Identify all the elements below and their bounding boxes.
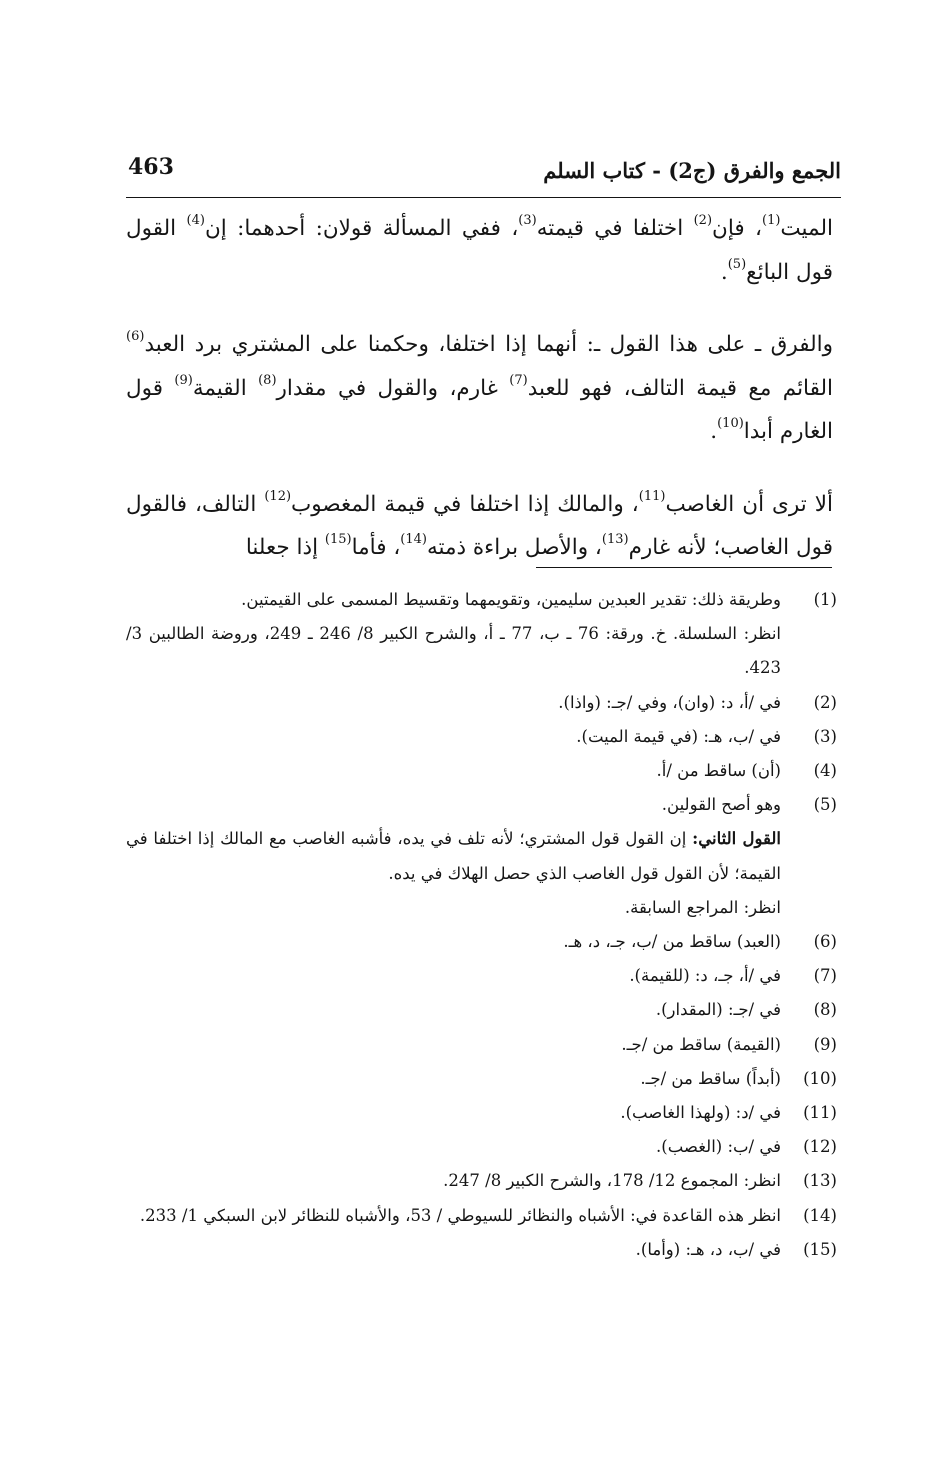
- second-opinion-text: إن القول قول المشتري؛ لأنه تلف في يده، فأشبه الغاصب مع المالك إذا اختلفا في القيمة؛ لأن القول قول الغاصب الذي حصل الهلاك في يده.: [126, 829, 781, 883]
- footnote-number: (2): [813, 692, 837, 712]
- footnote-number: (11): [803, 1103, 837, 1123]
- footnote-2: [126, 686, 837, 720]
- paragraph-2: [126, 323, 833, 454]
- footnote-number: (7): [813, 966, 837, 986]
- paragraph-3: [126, 483, 833, 570]
- footnote-ref[interactable]: (4): [186, 213, 205, 228]
- footnote-ref[interactable]: (6): [126, 329, 145, 344]
- header-rule: [126, 197, 841, 198]
- footnote-ref[interactable]: (9): [174, 372, 193, 388]
- page-number: 463: [128, 154, 174, 180]
- text-run: .: [720, 259, 728, 285]
- text-run: التالف، فالقول قول الغاصب؛ لأنه غارم: [126, 491, 833, 560]
- footnote-ref[interactable]: (3): [518, 213, 537, 228]
- footnote-text: (أبداً) ساقط من /جـ.: [640, 1068, 781, 1088]
- footnote-1: [126, 583, 837, 686]
- footnote-ref[interactable]: (13): [601, 532, 629, 547]
- footnote-5-continuation: [126, 822, 837, 925]
- text-run: القول قول البائع: [126, 216, 833, 285]
- footnote-ref[interactable]: (14): [400, 532, 427, 547]
- footnote-text: (القيمة) ساقط من /جـ.: [621, 1034, 781, 1054]
- footnote-number: (8): [813, 1000, 837, 1020]
- footnote-text: في /ب، د، هـ: (وأما).: [635, 1239, 781, 1259]
- text-run: ألا ترى أن الغاصب: [665, 491, 833, 517]
- footnote-ref[interactable]: (1): [761, 213, 781, 228]
- footnote-separator: [536, 567, 832, 568]
- text-run: ، والمالك إذا اختلفا في قيمة المغصوب: [291, 491, 639, 517]
- footnote-3: [126, 720, 837, 754]
- footnote-ref[interactable]: (2): [693, 213, 713, 228]
- footnote-8: [126, 993, 837, 1027]
- footnote-ref[interactable]: (5): [727, 256, 747, 272]
- footnote-10: [126, 1062, 837, 1096]
- footnote-text: في /د: (ولهذا الغاصب).: [620, 1103, 781, 1123]
- footnote-ref[interactable]: (12): [264, 488, 292, 504]
- footnote-number: (3): [813, 726, 837, 746]
- text-run: غارم، والقول في مقدار: [276, 375, 510, 401]
- footnotes: [126, 583, 837, 1267]
- main-text: [126, 207, 833, 599]
- footnote-text: في /ب: (الغصب).: [656, 1137, 781, 1157]
- footnote-ref[interactable]: (11): [638, 488, 666, 504]
- footnote-15: [126, 1233, 837, 1267]
- footnote-number: (10): [803, 1068, 837, 1088]
- footnote-number: (15): [803, 1239, 837, 1259]
- paragraph-1: [126, 207, 833, 294]
- footnote-ref[interactable]: (7): [509, 372, 528, 388]
- footnote-text: في /أ، جـ، د: (للقيمة).: [629, 966, 781, 986]
- footnote-text: (العبد) ساقط من /ب، جـ، د، هـ.: [563, 932, 781, 952]
- footnote-number: (4): [813, 761, 837, 781]
- text-run: الميت: [780, 216, 833, 241]
- footnote-14: [126, 1199, 837, 1233]
- reference-line: انظر: المراجع السابقة.: [624, 897, 781, 917]
- footnote-number: (12): [803, 1137, 837, 1157]
- footnote-text: في /جـ: (المقدار).: [655, 1000, 781, 1020]
- text-run: القيمة: [192, 375, 259, 401]
- footnote-13: [126, 1164, 837, 1198]
- footnote-text: انظر: المجموع 12/ 178، والشرح الكبير 8/ 247.: [443, 1171, 781, 1191]
- footnote-7: [126, 959, 837, 993]
- footnote-number: (14): [803, 1205, 837, 1225]
- footnote-6: [126, 925, 837, 959]
- footnote-ref[interactable]: (15): [324, 532, 352, 547]
- footnote-number: (1): [813, 590, 837, 609]
- text-run: والفرق ـ على هذا القول ـ: أنهما إذا اختلفا، وحكمنا على المشتري برد العبد: [144, 332, 833, 357]
- footnote-11: [126, 1096, 837, 1130]
- footnote-9: [126, 1028, 837, 1062]
- footnote-text: انظر هذه القاعدة في: الأشباه والنظائر للسيوطي / 53، والأشباه للنظائر لابن السبكي 1/ 233.: [139, 1205, 781, 1225]
- footnote-5: [126, 788, 837, 822]
- footnote-number: (9): [813, 1034, 837, 1054]
- text-run: اختلفا في قيمته: [536, 216, 694, 241]
- footnote-text: (أن) ساقط من /أ.: [656, 761, 781, 781]
- text-run: ، والأصل براءة ذمته: [426, 535, 602, 560]
- footnote-4: [126, 754, 837, 788]
- footnote-number: (13): [803, 1171, 837, 1191]
- footnote-text: وهو أصح القولين.: [661, 795, 781, 815]
- footnote-12: [126, 1130, 837, 1164]
- footnote-text: في /ب، هـ: (في قيمة الميت).: [576, 726, 781, 746]
- text-run: إذا جعلنا: [245, 535, 325, 560]
- text-run: قول الغارم أبدا: [126, 375, 833, 444]
- footnote-number: (6): [813, 932, 837, 952]
- text-run: ، ففي المسألة قولان: أحدهما: إن: [204, 216, 519, 241]
- text-run: ، فإن: [712, 216, 762, 241]
- footnote-number: (5): [813, 795, 837, 815]
- text-run: ، فأما: [351, 535, 401, 560]
- text-run: القائم مع قيمة التالف، فهو للعبد: [527, 375, 834, 401]
- footnote-text: في /أ، د: (وان)، وفي /جـ: (واذا).: [558, 692, 781, 712]
- footnote-ref[interactable]: (8): [258, 372, 277, 388]
- running-title: الجمع والفرق (ج2) - كتاب السلم: [543, 158, 841, 183]
- footnote-text: وطريقة ذلك: تقدير العبدين سليمين، وتقويمهما وتقسيط المسمى على القيمتين. انظر: السلسلة. خ. ورقة: 76 ـ ب، 77 ـ أ، والشرح الكبير 8/ 246 ـ 249، وروضة الطالبين 3/ 423.: [126, 590, 782, 678]
- footnote-ref[interactable]: (10): [717, 416, 744, 431]
- text-run: .: [710, 419, 718, 444]
- second-opinion-label: القول الثاني:: [692, 829, 781, 849]
